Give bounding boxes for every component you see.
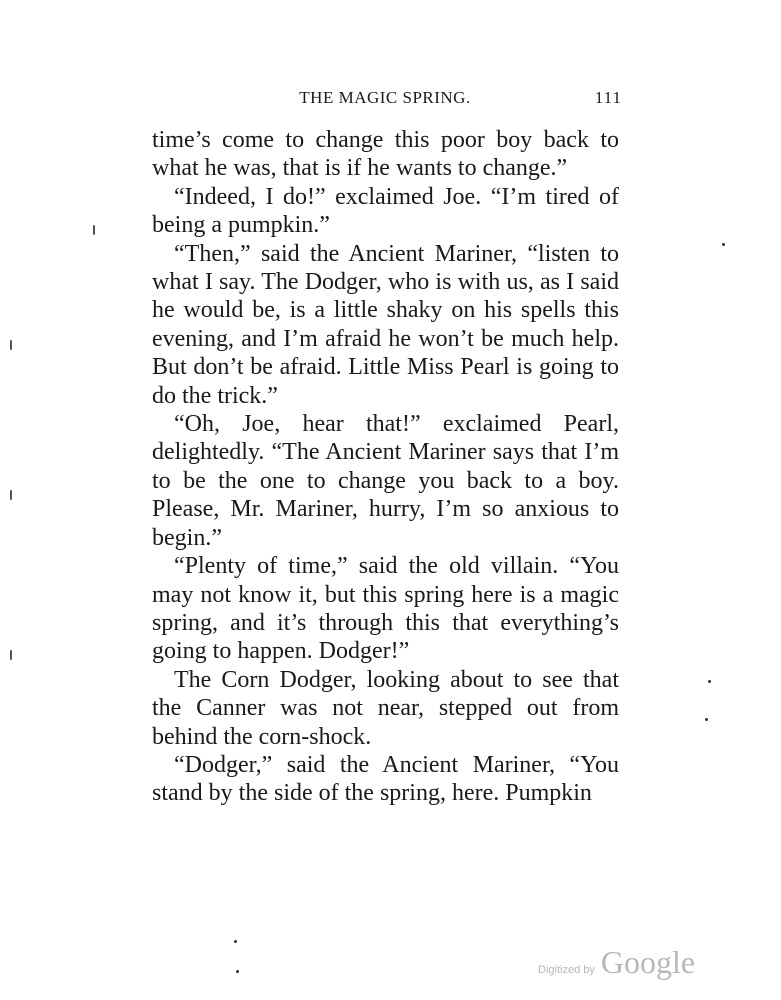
scan-speck <box>10 340 12 350</box>
running-title: THE MAGIC SPRING. <box>299 88 471 107</box>
scan-speck <box>10 650 12 660</box>
paragraph: “Dodger,” said the Ancient Mariner, “You stand by the side of the spring, here. Pumpkin <box>152 751 619 807</box>
scan-speck <box>722 243 725 246</box>
paragraph: time’s come to change this poor boy back to what he was, that is if he wants to change.” <box>152 127 619 182</box>
watermark-prefix: Digitized by <box>538 964 595 976</box>
google-logo: Google <box>600 944 696 980</box>
paragraph: The Corn Dodger, looking about to see that the Canner was not near, stepped out from behind the corn-shock. <box>152 666 619 750</box>
scan-speck <box>93 225 95 235</box>
paragraph: “Plenty of time,” said the old villain. “You may not know it, but this spring here is a magic spring, and it’s through this that everything’s going to happen. Dodger!” <box>152 553 619 665</box>
scan-speck <box>236 970 239 973</box>
scan-speck <box>234 940 237 943</box>
paragraph: “Then,” said the Ancient Mariner, “listen to what I say. The Dodger, who is with us, as I said he would be, is a little shaky on his spells this evening, and I’m afraid he won’t be much help. But don’t be afraid. Little Miss Pearl is going to do the trick.” <box>152 240 619 409</box>
scan-speck <box>708 680 711 683</box>
scan-speck <box>705 718 708 721</box>
paragraph: “Indeed, I do!” exclaimed Joe. “I’m tired of being a pumpkin.” <box>152 183 619 239</box>
page-number: 111 <box>594 88 622 107</box>
google-watermark <box>538 944 695 981</box>
body-text <box>152 126 619 808</box>
running-head <box>150 88 620 112</box>
scan-speck <box>10 490 12 500</box>
paragraph: “Oh, Joe, hear that!” exclaimed Pearl, delightedly. “The Ancient Mariner says that I’m to be the one to change you back to a boy. Please, Mr. Mariner, hurry, I’m so anxious to begin.” <box>152 411 619 551</box>
